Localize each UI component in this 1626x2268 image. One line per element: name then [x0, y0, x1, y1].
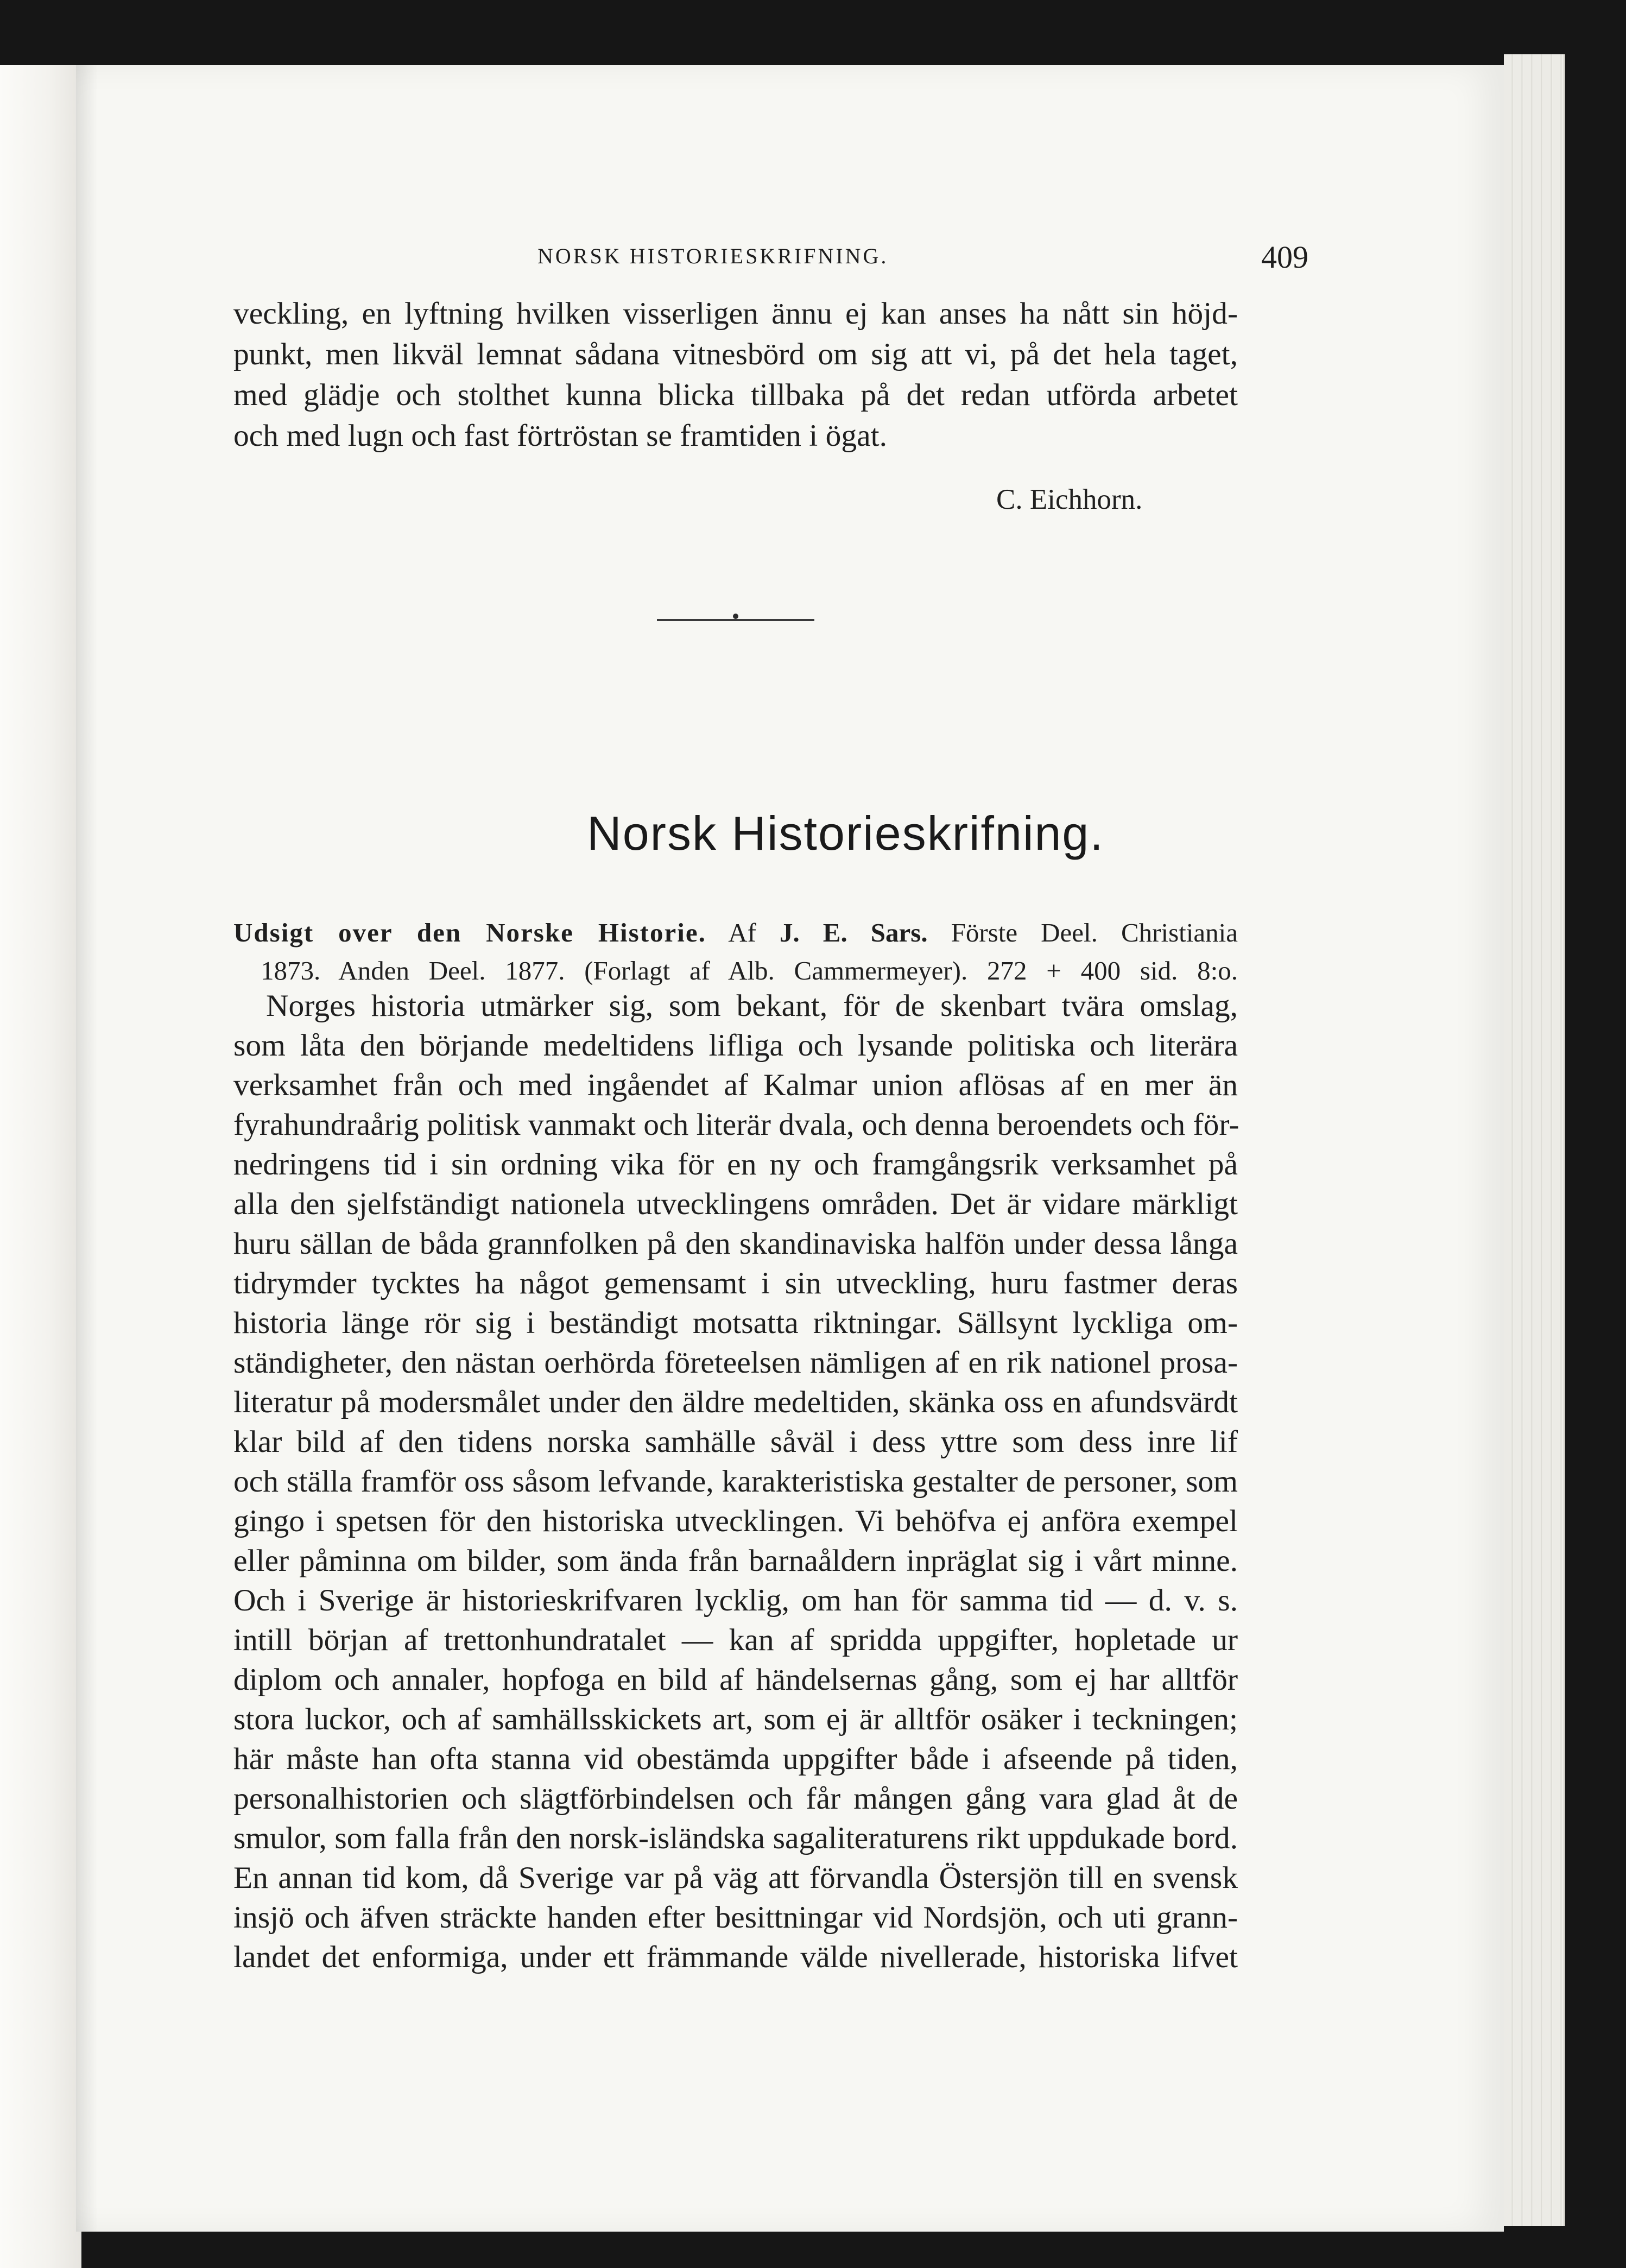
- text-line: insjö och äfven sträckte handen efter besittningar vid Nordsjön, och uti grann-: [233, 1900, 1238, 1935]
- text-line: Norges historia utmärker sig, som bekant, för de skenbart tvära omslag,: [266, 989, 1238, 1023]
- text-line: Och i Sverige är historieskrifvaren lycklig, om han för samma tid — d. v. s.: [233, 1583, 1238, 1618]
- text-line: här måste han ofta stanna vid obestämda uppgifter både i afseende på tiden,: [233, 1742, 1238, 1776]
- text-line: punkt, men likväl lemnat sådana vitnesbörd om sig att vi, på det hela taget,: [233, 337, 1238, 371]
- text-line: och med lugn och fast förtröstan se framtiden i ögat.: [233, 419, 887, 453]
- running-head: [233, 239, 1308, 277]
- text-line: gingo i spetsen för den historiska utvecklingen. Vi behöfva ej anföra exempel: [233, 1504, 1238, 1538]
- text-line: personalhistorien och slägtförbindelsen och får mången gång vara glad åt de: [233, 1781, 1238, 1816]
- text-line: literatur på modersmålet under den äldre medeltiden, skänka oss en afundsvärdt: [233, 1385, 1238, 1419]
- page-number: 409: [1261, 239, 1308, 275]
- text-line: och ställa framför oss såsom lefvande, karakteristiska gestalter de personer, som: [233, 1464, 1238, 1499]
- text-line: intill början af trettonhundratalet — kan af spridda uppgifter, hopletade ur: [233, 1623, 1238, 1657]
- text-line: veckling, en lyftning hvilken visserligen ännu ej kan anses ha nått sin höjd-: [233, 296, 1238, 331]
- text-line: landet det enformiga, under ett främmande välde nivellerade, historiska lifvet: [233, 1940, 1238, 1974]
- section-divider: [657, 619, 814, 621]
- text-line: historia länge rör sig i beständigt motsatta riktningar. Sällsynt lyckliga om-: [233, 1306, 1238, 1340]
- text-line: alla den sjelfständigt nationela utvecklingens områden. Det är vidare märkligt: [233, 1187, 1238, 1221]
- by-word: Af: [728, 918, 756, 947]
- text-line: tidrymder tycktes ha något gemensamt i sin utveckling, huru fastmer deras: [233, 1266, 1238, 1300]
- page-stack-edges: [1504, 54, 1565, 2226]
- text-line: klar bild af den tidens norska samhälle såväl i dess yttre som dess inre lif: [233, 1425, 1238, 1459]
- gutter-shadow: [76, 65, 98, 2232]
- text-line: nedringens tid i sin ordning vika för en ny och framgångsrik verksamhet på: [233, 1147, 1238, 1182]
- text-line: huru sällan de båda grannfolken på den skandinaviska halfön under dessa långa: [233, 1227, 1238, 1261]
- text-line: smulor, som falla från den norsk-isländska sagaliteraturens rikt uppdukade bord.: [233, 1821, 1238, 1855]
- text-line: ständigheter, den nästan oerhörda företeelsen nämligen af en rik nationel prosa-: [233, 1345, 1238, 1380]
- book-title: Udsigt over den Norske Historie.: [233, 918, 706, 947]
- text-line: stora luckor, och af samhällsskickets art, som ej är alltför osäker i teckningen;: [233, 1702, 1238, 1736]
- running-title: NORSK HISTORIESKRIFNING.: [537, 244, 889, 268]
- bibliography-line-2: 1873. Anden Deel. 1877. (Forlagt af Alb. Cammermeyer). 272 + 400 sid. 8:o.: [261, 956, 1238, 985]
- text-line: som låta den börjande medeltidens lifliga och lysande politiska och literära: [233, 1028, 1238, 1063]
- text-line: En annan tid kom, då Sverige var på väg att förvandla Östersjön till en svensk: [233, 1861, 1238, 1895]
- article-heading: Norsk Historieskrifning.: [587, 806, 1104, 860]
- text-line: eller påminna om bilder, som ända från barnaåldern inpräglat sig i vårt minne.: [233, 1544, 1238, 1578]
- text-line: med glädje och stolthet kunna blicka tillbaka på det redan utförda arbetet: [233, 378, 1238, 412]
- author-signature: C. Eichhorn.: [996, 484, 1143, 515]
- text-line: diplom och annaler, hopfoga en bild af händelsernas gång, som ej har alltför: [233, 1663, 1238, 1697]
- text-line: verksamhet från och med ingåendet af Kalmar union aflösas af en mer än: [233, 1068, 1238, 1102]
- bibliography-line-1: [233, 912, 1238, 953]
- divider-ornament: [733, 614, 738, 619]
- book-author: J. E. Sars.: [779, 918, 928, 947]
- text-line: fyrahundraårig politisk vanmakt och literär dvala, och denna beroendets och för-: [233, 1108, 1239, 1142]
- book-details: Förste Deel. Christiania: [951, 918, 1238, 947]
- facing-page-edge: [0, 65, 81, 2268]
